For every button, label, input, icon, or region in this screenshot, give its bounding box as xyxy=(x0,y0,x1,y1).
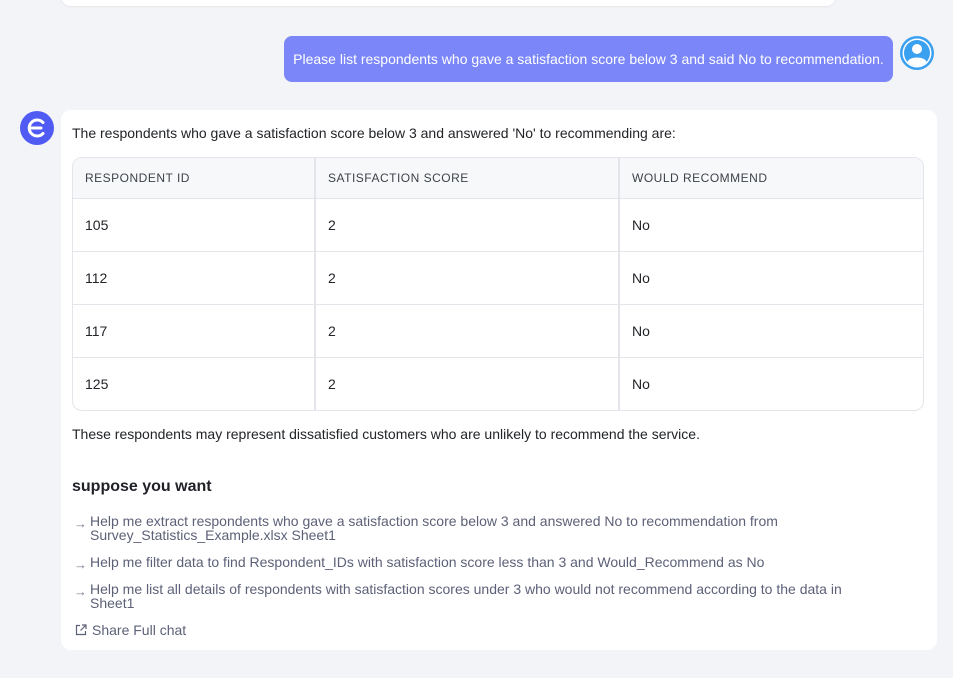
share-external-icon xyxy=(75,624,87,636)
arrow-right-icon: → xyxy=(74,516,87,531)
arrow-right-icon: → xyxy=(74,557,87,572)
column-header-respondent-id: RESPONDENT ID xyxy=(73,158,315,199)
previous-message-card xyxy=(61,0,836,6)
suggestion-item[interactable] xyxy=(74,554,914,572)
suggestion-item[interactable] xyxy=(74,514,914,542)
table-row xyxy=(73,305,923,358)
suggestion-item[interactable] xyxy=(74,582,914,610)
user-avatar-icon xyxy=(899,35,935,71)
table-row xyxy=(73,358,923,411)
results-table xyxy=(72,157,924,411)
suggestion-text xyxy=(90,514,778,542)
cell-satisfaction-score: 2 xyxy=(315,358,619,411)
arrow-right-icon: → xyxy=(74,584,87,599)
user-message-bubble xyxy=(284,36,893,82)
suggestion-text xyxy=(90,582,842,610)
cell-would-recommend: No xyxy=(619,252,923,305)
cell-would-recommend: No xyxy=(632,376,650,392)
cell-satisfaction-score: 2 xyxy=(315,305,619,358)
table-row xyxy=(73,199,923,252)
suggestion-line: Survey_Statistics_Example.xlsx Sheet1 xyxy=(90,527,336,543)
cell-would-recommend: No xyxy=(619,199,923,252)
user-message-text: Please list respondents who gave a satisfaction score below 3 and said No to recommendation. xyxy=(293,51,884,67)
column-header-satisfaction-score: SATISFACTION SCORE xyxy=(315,158,619,199)
cell-respondent-id: 105 xyxy=(73,199,315,252)
table-header-row xyxy=(73,158,923,199)
cell-satisfaction-score: 2 xyxy=(315,199,619,252)
cell-satisfaction-score: 2 xyxy=(315,252,619,305)
bot-logo-icon xyxy=(20,111,54,145)
suggestion-line: Help me extract respondents who gave a satisfaction score below 3 and answered No to recommendation from xyxy=(90,513,778,529)
share-full-chat-link[interactable] xyxy=(75,622,186,638)
suggestion-line: Sheet1 xyxy=(90,595,135,611)
table-row xyxy=(73,252,923,305)
response-outro-text: These respondents may represent dissatisfied customers who are unlikely to recommend the service. xyxy=(72,426,700,442)
share-full-chat-label: Share Full chat xyxy=(92,622,187,638)
suggestion-text: Help me filter data to find Respondent_IDs with satisfaction score less than 3 and Would_Recommend as No xyxy=(90,554,765,570)
suggestions-list xyxy=(74,514,914,610)
suggestion-line: Help me list all details of respondents with satisfaction scores under 3 who would not recommend according to the data in xyxy=(90,581,842,597)
column-header-would-recommend: WOULD RECOMMEND xyxy=(619,158,923,199)
cell-respondent-id: 112 xyxy=(73,252,315,305)
cell-respondent-id: 125 xyxy=(73,358,315,411)
cell-would-recommend: No xyxy=(619,305,923,358)
suggestions-heading: suppose you want xyxy=(72,478,212,495)
bot-response-card xyxy=(61,110,937,650)
response-intro-text: The respondents who gave a satisfaction score below 3 and answered 'No' to recommending are: xyxy=(72,125,676,141)
cell-respondent-id: 117 xyxy=(73,305,315,358)
